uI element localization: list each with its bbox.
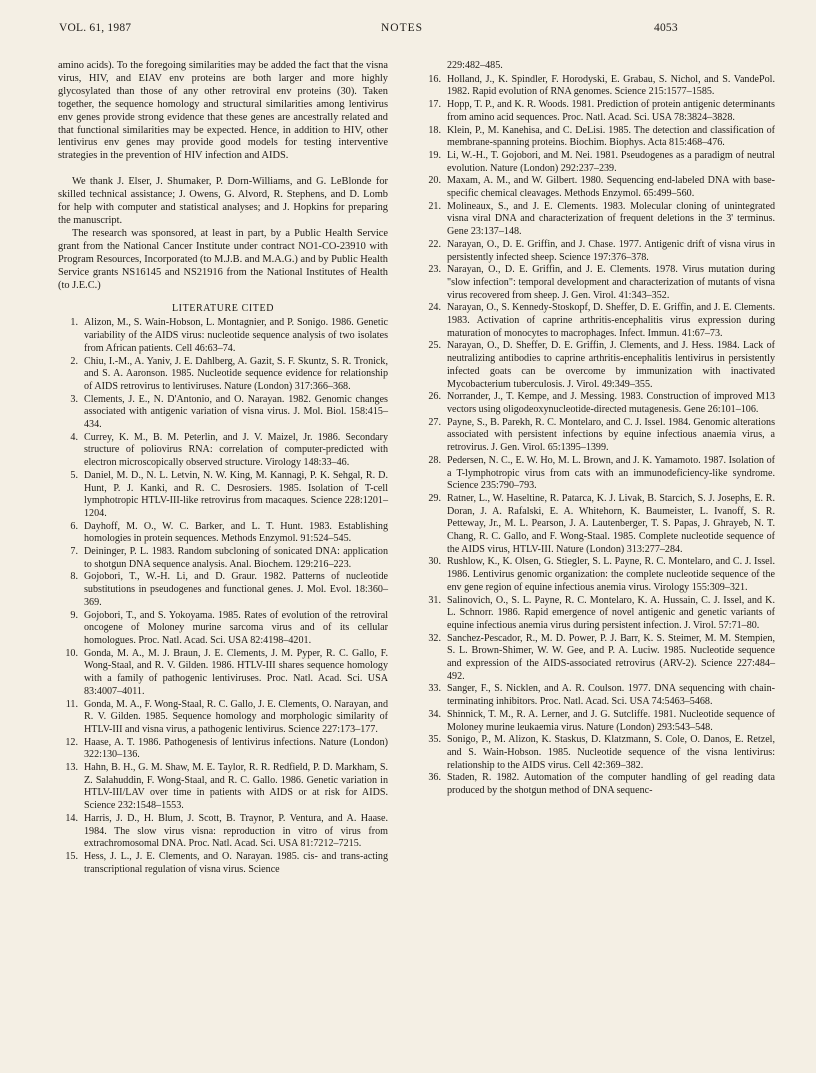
reference-number: 14. — [65, 812, 78, 824]
reference-text: Shinnick, T. M., R. A. Lerner, and J. G. Sutcliffe. 1981. Nucleotide sequence of Moloney murine leukaemia virus. Nature (London) 293:543–548. — [447, 708, 775, 733]
reference-item — [421, 264, 775, 302]
reference-number: 7. — [70, 546, 78, 558]
reference-item — [58, 394, 388, 432]
reference-number: 15. — [65, 850, 78, 862]
reference-text: Narayan, O., S. Kennedy-Stoskopf, D. Sheffer, D. E. Griffin, and J. E. Clements. 1983. Activation of caprine arthritis-encephalitis virus expression during maturation of monocytes to macrophages. Infect. Immun. 41:67–73. — [447, 302, 775, 339]
left-column — [58, 60, 388, 876]
reference-text: Daniel, M. D., N. L. Letvin, N. W. King, M. Kannagi, P. K. Sehgal, R. D. Hunt, P. J. Kanki, and R. C. Desrosiers. 1985. Isolation of T-cell lymphotropic HTLV-III-like retrovirus from macaques. Science 228:1201–1204. — [84, 469, 388, 519]
reference-text: Gonda, M. A., M. J. Braun, J. E. Clements, J. M. Pyper, R. C. Gallo, F. Wong-Staal, and R. V. Gilden. 1986. HTLV-III shares sequence homology with a family of pathogenic lentiviruses. Proc. Natl. Acad. Sci. USA 83:4007–4011. — [84, 647, 388, 697]
reference-item — [58, 571, 388, 609]
reference-text: Narayan, O., D. E. Griffin, and J. E. Clements. 1978. Virus mutation during "slow infection": temporal development and characterization of mutants of visna virus recovered from sheep. J. Gen. Virol. 41:343–352. — [447, 264, 775, 301]
reference-text: Sanger, F., S. Nicklen, and A. R. Coulson. 1977. DNA sequencing with chain-terminating inhibitors. Proc. Natl. Acad. Sci. USA 74:5463–5468. — [447, 683, 775, 708]
reference-number: 2. — [70, 355, 78, 367]
journal-volume: VOL. 61, 1987 — [59, 22, 132, 34]
reference-text: Li, W.-H., T. Gojobori, and M. Nei. 1981. Pseudogenes as a paradigm of neutral evolution. Nature (London) 292:237–239. — [447, 149, 775, 174]
reference-number: 12. — [65, 736, 78, 748]
reference-item — [421, 683, 775, 708]
reference-item — [421, 340, 775, 391]
reference-number: 30. — [428, 556, 441, 568]
reference-text: Norrander, J., T. Kempe, and J. Messing. 1983. Construction of improved M13 vectors using oligodeoxynucleotide-directed mutagenesis. Gene 26:101–106. — [447, 391, 775, 415]
reference-item — [421, 595, 775, 633]
reference-text: Sanchez-Pescador, R., M. D. Power, P. J. Barr, K. S. Steimer, M. M. Stempien, S. L. Brown-Shimer, W. W. Gee, and P. A. Luciw. 1985. Nucleotide sequence and expression of the AIDS-associated retrovirus (ARV-2). Science 227:484–492. — [447, 632, 775, 682]
reference-number: 13. — [65, 762, 78, 774]
funding-statement: The research was sponsored, at least in part, by a Public Health Service grant from the National Cancer Institute under contract NO1-CO-23910 with Program Resources, Incorporated (to M.J.B. and M.A.G.) and by Public Health Service grants NS16145 and NS21916 from the National Institutes of Health (to J.E.C.) — [58, 227, 388, 291]
reference-number: 33. — [428, 683, 441, 695]
reference-item — [421, 633, 775, 684]
reference-text: Harris, J. D., H. Blum, J. Scott, B. Traynor, P. Ventura, and A. Haase. 1984. The slow virus visna: reproduction in vitro of virus from extrachromosomal DNA. Proc. Natl. Acad. Sci. USA 81:7212–7215. — [84, 812, 388, 850]
reference-number: 19. — [428, 149, 441, 161]
reference-item — [58, 470, 388, 521]
reference-item — [58, 648, 388, 699]
reference-number: 6. — [70, 520, 78, 532]
reference-number: 17. — [428, 99, 441, 111]
body-paragraph: amino acids). To the foregoing similarities may be added the fact that the visna virus, HIV, and EIAV env proteins are both larger and more highly glycosylated than those of any other retroviral env proteins (30). Taken together, the sequence homology and structural similarities among lentivirus env genes provide strong evidence that these genes are ancestrally related and that functional similarities may be expected. Hence, in addition to HIV, other lentivirus env genes may provide good models for testing interventive strategies in the prevention of HIV infection and AIDS. — [58, 60, 388, 162]
reference-text: Gojobori, T., and S. Yokoyama. 1985. Rates of evolution of the retroviral oncogene of Moloney murine sarcoma virus and of its cellular homologues. Proc. Natl. Acad. Sci. USA 82:4198–4201. — [84, 609, 388, 646]
reference-number: 8. — [70, 571, 78, 583]
reference-number: 34. — [428, 708, 441, 720]
reference-text: Hopp, T. P., and K. R. Woods. 1981. Prediction of protein antigenic determinants from amino acid sequences. Proc. Natl. Acad. Sci. USA 78:3824–3828. — [447, 99, 775, 123]
reference-text: Clements, J. E., N. D'Antonio, and O. Narayan. 1982. Genomic changes associated with antigenic variation of visna virus. J. Mol. Biol. 158:415–434. — [84, 393, 388, 431]
reference-number: 4. — [70, 431, 78, 443]
reference-item — [421, 99, 775, 124]
reference-text: Salinovich, O., S. L. Payne, R. C. Montelaro, K. A. Hussain, C. J. Issel, and K. L. Schnorr. 1986. Rapid emergence of novel antigenic and genetic variants of equine infectious anemia virus during persistent infection. J. Virol. 57:71–80. — [447, 594, 775, 631]
right-column — [421, 60, 775, 798]
reference-number: 32. — [428, 632, 441, 644]
acknowledgments: We thank J. Elser, J. Shumaker, P. Dorn-Williams, and G. LeBlonde for skilled technical assistance; J. Owens, G. Alvord, R. Stephens, and D. Lomb for help with computer and statistical analyses; and J. Hopkins for preparing the manuscript. — [58, 176, 388, 226]
reference-item — [58, 813, 388, 851]
reference-number: 3. — [70, 393, 78, 405]
reference-item — [421, 201, 775, 239]
reference-item — [58, 521, 388, 546]
reference-text: Haase, A. T. 1986. Pathogenesis of lentivirus infections. Nature (London) 322:130–136. — [84, 736, 388, 761]
reference-number: 31. — [428, 594, 441, 606]
reference-text: Hess, J. L., J. E. Clements, and O. Narayan. 1985. cis- and trans-acting transcriptional regulation of visna virus. Science — [84, 850, 388, 875]
reference-number: 10. — [65, 647, 78, 659]
reference-text: Currey, K. M., B. M. Peterlin, and J. V. Maizel, Jr. 1986. Secondary structure of poliovirus RNA: correlation of computer-predicted with electron microscopically observed structure. Virology 148:33–46. — [84, 431, 388, 469]
reference-text: Klein, P., M. Kanehisa, and C. DeLisi. 1985. The detection and classification of membrane-spanning proteins. Biochim. Biophys. Acta 815:468–476. — [447, 124, 775, 149]
reference-number: 23. — [428, 264, 441, 276]
reference-item — [421, 734, 775, 772]
reference-text: Alizon, M., S. Wain-Hobson, L. Montagnier, and P. Sonigo. 1986. Genetic variability of the AIDS virus: nucleotide sequence analysis of two isolates from African patients. Cell 46:63–74. — [84, 317, 388, 354]
reference-text: Narayan, O., D. E. Griffin, and J. Chase. 1977. Antigenic drift of visna virus in persistently infected sheep. Science 197:376–378. — [447, 238, 775, 263]
reference-item — [58, 610, 388, 648]
reference-item — [421, 302, 775, 340]
reference-item — [421, 175, 775, 200]
reference-list-right — [421, 74, 775, 798]
reference-item — [421, 709, 775, 734]
reference-text: Rushlow, K., K. Olsen, G. Stiegler, S. L. Payne, R. C. Montelaro, and C. J. Issel. 1986. Lentivirus genomic organization: the complete nucleotide sequence of the env gene region of equine infectious anemia virus. Virology 155:309–321. — [447, 556, 775, 593]
reference-list-left — [58, 317, 388, 876]
literature-cited-heading: LITERATURE CITED — [171, 303, 275, 315]
reference-number: 35. — [428, 734, 441, 746]
reference-item — [58, 737, 388, 762]
reference-number: 5. — [70, 469, 78, 481]
reference-text: Gonda, M. A., F. Wong-Staal, R. C. Gallo, J. E. Clements, O. Narayan, and R. V. Gilden. 1985. Sequence homology and morphologic similarity of HTLV-III and visna virus, a pathogenic lentivirus. Science 227:173–177. — [84, 698, 388, 735]
reference-text: Chiu, I.-M., A. Yaniv, J. E. Dahlberg, A. Gazit, S. F. Skuntz, S. R. Tronick, and S. A. Aaronson. 1985. Nucleotide sequence evidence for relationship of AIDS retrovirus to lentiviruses. Nature (London) 317:366–368. — [84, 355, 388, 392]
reference-number: 16. — [428, 73, 441, 85]
reference-number: 36. — [428, 772, 441, 784]
reference-number: 11. — [65, 698, 78, 710]
reference-text: Maxam, A. M., and W. Gilbert. 1980. Sequencing end-labeled DNA with base-specific chemical cleavages. Methods Enzymol. 65:499–560. — [447, 175, 775, 200]
reference-number: 21. — [428, 200, 441, 212]
reference-item — [421, 455, 775, 493]
reference-number: 24. — [428, 302, 441, 314]
reference-item — [421, 150, 775, 175]
reference-text: Pedersen, N. C., E. W. Ho, M. L. Brown, and J. K. Yamamoto. 1987. Isolation of a T-lymphotropic virus from cats with an immunodeficiency-like syndrome. Science 235:790–793. — [447, 454, 775, 492]
reference-text: Narayan, O., D. Sheffer, D. E. Griffin, J. Clements, and J. Hess. 1984. Lack of neutralizing antibodies to caprine arthritis-encephalitis lentivirus in persistently infected goats can be overcome by immunization with inactivated Mycobacterium tuberculosis. J. Virol. 49:349–355. — [447, 340, 775, 390]
reference-item — [421, 493, 775, 557]
reference-item — [421, 417, 775, 455]
reference-text: Hahn, B. H., G. M. Shaw, M. E. Taylor, R. R. Redfield, P. D. Markham, S. Z. Salahuddin, F. Wong-Staal, and R. C. Gallo. 1986. Genetic variation in HTLV-III/LAV over time in patients with AIDS or at risk for AIDS. Science 232:1548–1553. — [84, 762, 388, 812]
reference-item — [58, 699, 388, 737]
reference-text: Holland, J., K. Spindler, F. Horodyski, E. Grabau, S. Nichol, and S. VandePol. 1982. Rapid evolution of RNA genomes. Science 215:1577–1585. — [447, 73, 775, 98]
reference-text: Dayhoff, M. O., W. C. Barker, and L. T. Hunt. 1983. Establishing homologies in protein sequences. Methods Enzymol. 91:524–545. — [84, 520, 388, 545]
reference-text: Staden, R. 1982. Automation of the computer handling of gel reading data produced by the shotgun method of DNA sequenc- — [447, 772, 775, 797]
reference-number: 25. — [428, 340, 441, 352]
section-title: NOTES — [381, 22, 424, 34]
reference-number: 20. — [428, 175, 441, 187]
page-number: 4053 — [654, 22, 678, 34]
reference-number: 28. — [428, 454, 441, 466]
reference-text: Payne, S., B. Parekh, R. C. Montelaro, and C. J. Issel. 1984. Genomic alterations associated with persistent infections by equine infectious anaemia virus, a retrovirus. J. Gen. Virol. 65:1395–1399. — [447, 416, 775, 454]
reference-item — [421, 391, 775, 416]
reference-item — [58, 546, 388, 571]
reference-text: Ratner, L., W. Haseltine, R. Patarca, K. J. Livak, B. Starcich, S. J. Josephs, E. R. Doran, J. A. Rafalski, E. A. Whitehorn, K. Baumeister, L. Ivanoff, S. R. Petteway, Jr., M. L. Pearson, J. A. Lautenberger, T. S. Papas, J. Ghrayeb, N. T. Chang, R. C. Gallo, and F. Wong-Staal. 1985. Complete nucleotide sequence of the AIDS virus, HTLV-III. Nature (London) 313:277–284. — [447, 492, 775, 555]
reference-number: 22. — [428, 238, 441, 250]
reference-item — [421, 74, 775, 99]
reference-number: 26. — [428, 391, 441, 403]
reference-number: 18. — [428, 124, 441, 136]
reference-item — [58, 432, 388, 470]
reference-item — [421, 125, 775, 150]
reference-text: Sonigo, P., M. Alizon, K. Staskus, D. Klatzmann, S. Cole, O. Danos, E. Retzel, and S. Wain-Hobson. 1985. Nucleotide sequence of the visna lentivirus: relationship to the AIDS virus. Cell 42:369–382. — [447, 734, 775, 771]
reference-item — [421, 772, 775, 797]
reference-item — [421, 556, 775, 594]
reference-item — [58, 851, 388, 876]
reference-item — [58, 762, 388, 813]
reference-continuation: 229:482–485. — [447, 60, 503, 71]
reference-number: 9. — [70, 609, 78, 621]
reference-text: Gojobori, T., W.-H. Li, and D. Graur. 1982. Patterns of nucleotide substitutions in pseudogenes and functional genes. J. Mol. Evol. 18:360–369. — [84, 571, 388, 608]
reference-number: 29. — [428, 492, 441, 504]
reference-text: Molineaux, S., and J. E. Clements. 1983. Molecular cloning of unintegrated visna viral DNA and characterization of frequent deletions in the 3' terminus. Gene 23:137–148. — [447, 200, 775, 238]
reference-item — [58, 317, 388, 355]
reference-item — [58, 356, 388, 394]
reference-number: 1. — [70, 317, 78, 329]
reference-number: 27. — [428, 416, 441, 428]
reference-text: Deininger, P. L. 1983. Random subcloning of sonicated DNA: application to shotgun DNA sequence analysis. Anal. Biochem. 129:216–223. — [84, 546, 388, 570]
reference-item — [421, 239, 775, 264]
